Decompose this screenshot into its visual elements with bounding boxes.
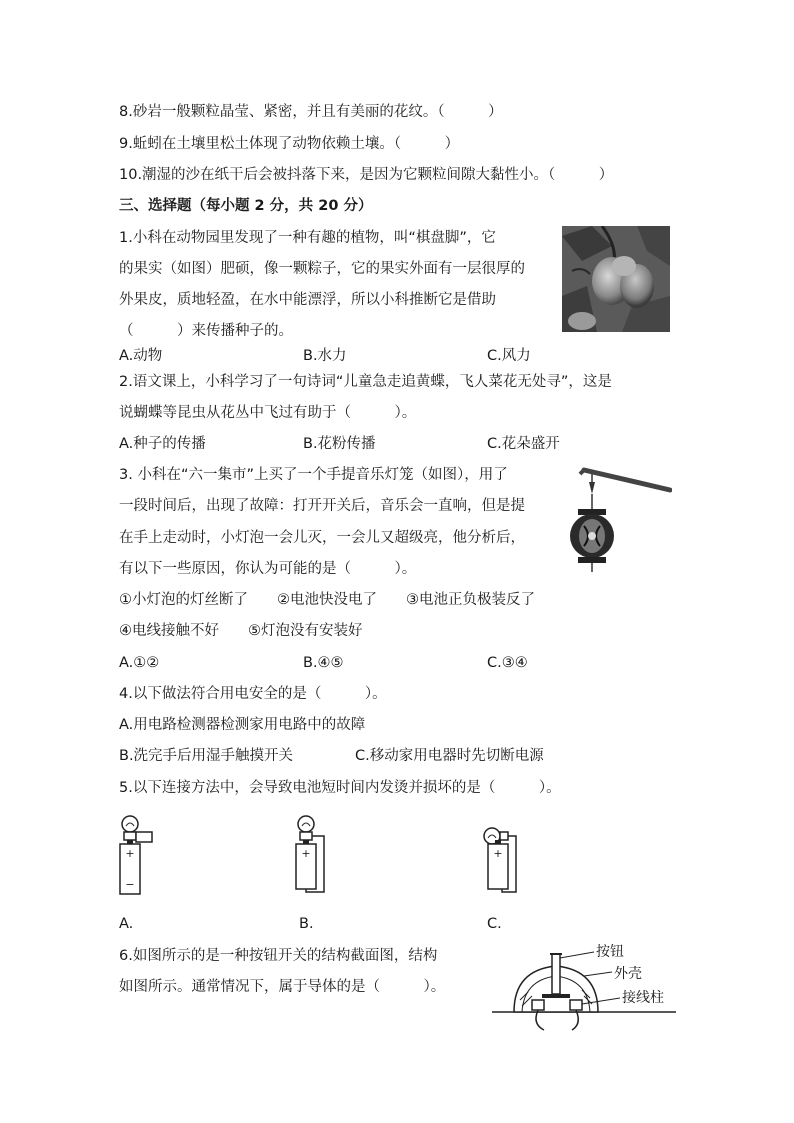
q3-causes-2: ④电线接触不好 ⑤灯泡没有安装好 (119, 623, 363, 639)
section-heading: 三、选择题（每小题 2 分，共 20 分） (119, 198, 373, 214)
q6-line-1: 6.如图所示的是一种按钮开关的结构截面图，结构 (119, 948, 438, 964)
q6-line-2: 如图所示。通常情况下，属于导体的是（ ）。 (119, 979, 446, 995)
q1-line-4: （ ）来传播种子的。 (119, 323, 293, 339)
q2-option-b: B.花粉传播 (303, 436, 376, 452)
q3-line-2: 一段时间后，出现了故障：打开开关后，音乐会一直响，但是提 (119, 498, 525, 514)
q3-line-4: 有以下一些原因，你认为可能的是（ ）。 (119, 561, 417, 577)
q3-line-3: 在手上走动时，小灯泡一会儿灭，一会儿又超级亮，他分析后， (119, 530, 525, 546)
q1-line-2: 的果实（如图）肥硕，像一颗粽子，它的果实外面有一层很厚的 (119, 261, 525, 277)
q2-option-c: C.花朵盛开 (487, 436, 560, 452)
q5-option-b: B. (299, 916, 314, 932)
tf-question-9: 9.蚯蚓在土壤里松土体现了动物依赖土壤。（ ） (119, 136, 460, 152)
label-terminal: 接线柱 (622, 990, 664, 1006)
q1-option-a: A.动物 (119, 348, 163, 364)
q4-option-c: C.移动家用电器时先切断电源 (355, 748, 544, 764)
q3-causes-1: ①小灯泡的灯丝断了 ②电池快没电了 ③电池正负极装反了 (119, 592, 535, 608)
q5-stem: 5.以下连接方法中，会导致电池短时间内发烫并损坏的是（ ）。 (119, 780, 561, 796)
q3-option-a: A.①② (119, 655, 160, 671)
q1-option-c: C.风力 (487, 348, 531, 364)
q3-line-1: 3. 小科在“六一集市”上买了一个手提音乐灯笼（如图），用了 (119, 467, 508, 483)
fruit-photo (562, 226, 670, 332)
circuit-diagram-b (286, 812, 346, 898)
lantern-image (562, 464, 672, 576)
q2-option-a: A.种子的传播 (119, 436, 206, 452)
q1-line-1: 1.小科在动物园里发现了一种有趣的植物，叫“棋盘脚”，它 (119, 230, 496, 246)
label-button: 按钮 (596, 944, 624, 960)
q2-line-1: 2.语文课上，小科学习了一句诗词“儿童急走追黄蝶，飞人菜花无处寻”，这是 (119, 374, 612, 390)
label-shell: 外壳 (614, 966, 642, 982)
q3-option-c: C.③④ (487, 655, 528, 671)
q4-stem: 4.以下做法符合用电安全的是（ ）。 (119, 686, 387, 702)
battery-plus-a: + (125, 847, 135, 860)
push-button-switch-diagram (492, 940, 676, 1040)
q1-option-b: B.水力 (303, 348, 347, 364)
q5-option-a: A. (119, 916, 134, 932)
tf-question-8: 8.砂岩一般颗粒晶莹、紧密，并且有美丽的花纹。（ ） (119, 104, 503, 120)
battery-plus-b: + (301, 847, 311, 860)
q4-option-b: B.洗完手后用湿手触摸开关 (119, 748, 294, 764)
circuit-diagram-a (110, 812, 170, 898)
battery-minus-a: − (125, 878, 135, 891)
circuit-diagram-c (478, 812, 538, 898)
q5-option-c: C. (487, 916, 502, 932)
battery-plus-c: + (493, 847, 503, 860)
q4-option-a: A.用电路检测器检测家用电路中的故障 (119, 717, 366, 733)
q3-option-b: B.④⑤ (303, 655, 344, 671)
tf-question-10: 10.潮湿的沙在纸干后会被抖落下来，是因为它颗粒间隙大黏性小。（ ） (119, 167, 614, 183)
q2-line-2: 说蝴蝶等昆虫从花丛中飞过有助于（ ）。 (119, 405, 417, 421)
q1-line-3: 外果皮，质地轻盈，在水中能漂浮，所以小科推断它是借助 (119, 292, 496, 308)
